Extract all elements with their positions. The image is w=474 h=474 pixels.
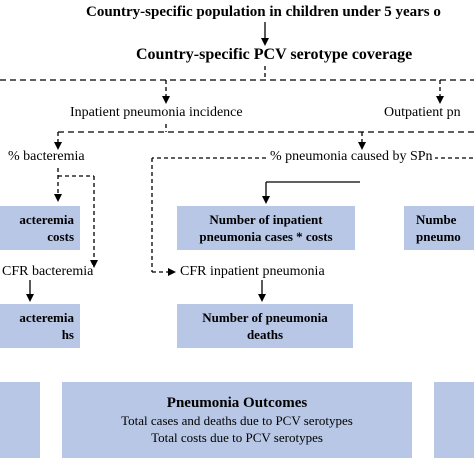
population-label: Country-specific population in children under 5 years o: [86, 4, 441, 20]
outpatient-label: Outpatient pn: [384, 105, 461, 120]
cfr-bacteremia-label: CFR bacteremia: [2, 264, 94, 279]
pneumonia-outcomes-box: [62, 382, 412, 458]
pneumonia-deaths-box: [177, 304, 353, 348]
bacteremia-costs-line2: costs: [47, 229, 74, 244]
outpatient-cases-box: [404, 206, 474, 250]
outpatient-cases-line2: pneumo: [416, 229, 461, 244]
pneumonia-outcomes-line2: Total costs due to PCV serotypes: [151, 430, 323, 445]
inpatient-cases-line1: Number of inpatient: [209, 212, 323, 227]
inpatient-cases-line2: pneumonia cases * costs: [199, 229, 333, 244]
pneumonia-outcomes-line1: Total cases and deaths due to PCV serotypes: [121, 413, 353, 428]
bacteremia-deaths-line1: acteremia: [19, 310, 74, 325]
pct-pneumonia-spn-label: % pneumonia caused by SPn: [270, 149, 433, 164]
bacteremia-costs-box: [0, 206, 80, 250]
pneumonia-deaths-line2: deaths: [246, 327, 284, 342]
outpatient-cases-line1: Numbe: [416, 212, 457, 227]
pcv-coverage-label: Country-specific PCV serotype coverage: [136, 46, 413, 63]
bacteremia-deaths-box: [0, 304, 80, 348]
pneumonia-deaths-line1: Number of pneumonia: [202, 310, 328, 325]
bacteremia-costs-line1: acteremia: [19, 212, 74, 227]
pct-bacteremia-label: % bacteremia: [8, 149, 85, 164]
left-outcome-box: [0, 382, 40, 458]
inpatient-cases-box: [177, 206, 355, 250]
pneumonia-outcomes-title: Pneumonia Outcomes: [166, 395, 308, 411]
bacteremia-deaths-line2: hs: [61, 327, 74, 342]
cfr-inpatient-label: CFR inpatient pneumonia: [180, 264, 325, 279]
right-outcome-box: [434, 382, 474, 458]
inpatient-incidence-label: Inpatient pneumonia incidence: [70, 105, 243, 120]
